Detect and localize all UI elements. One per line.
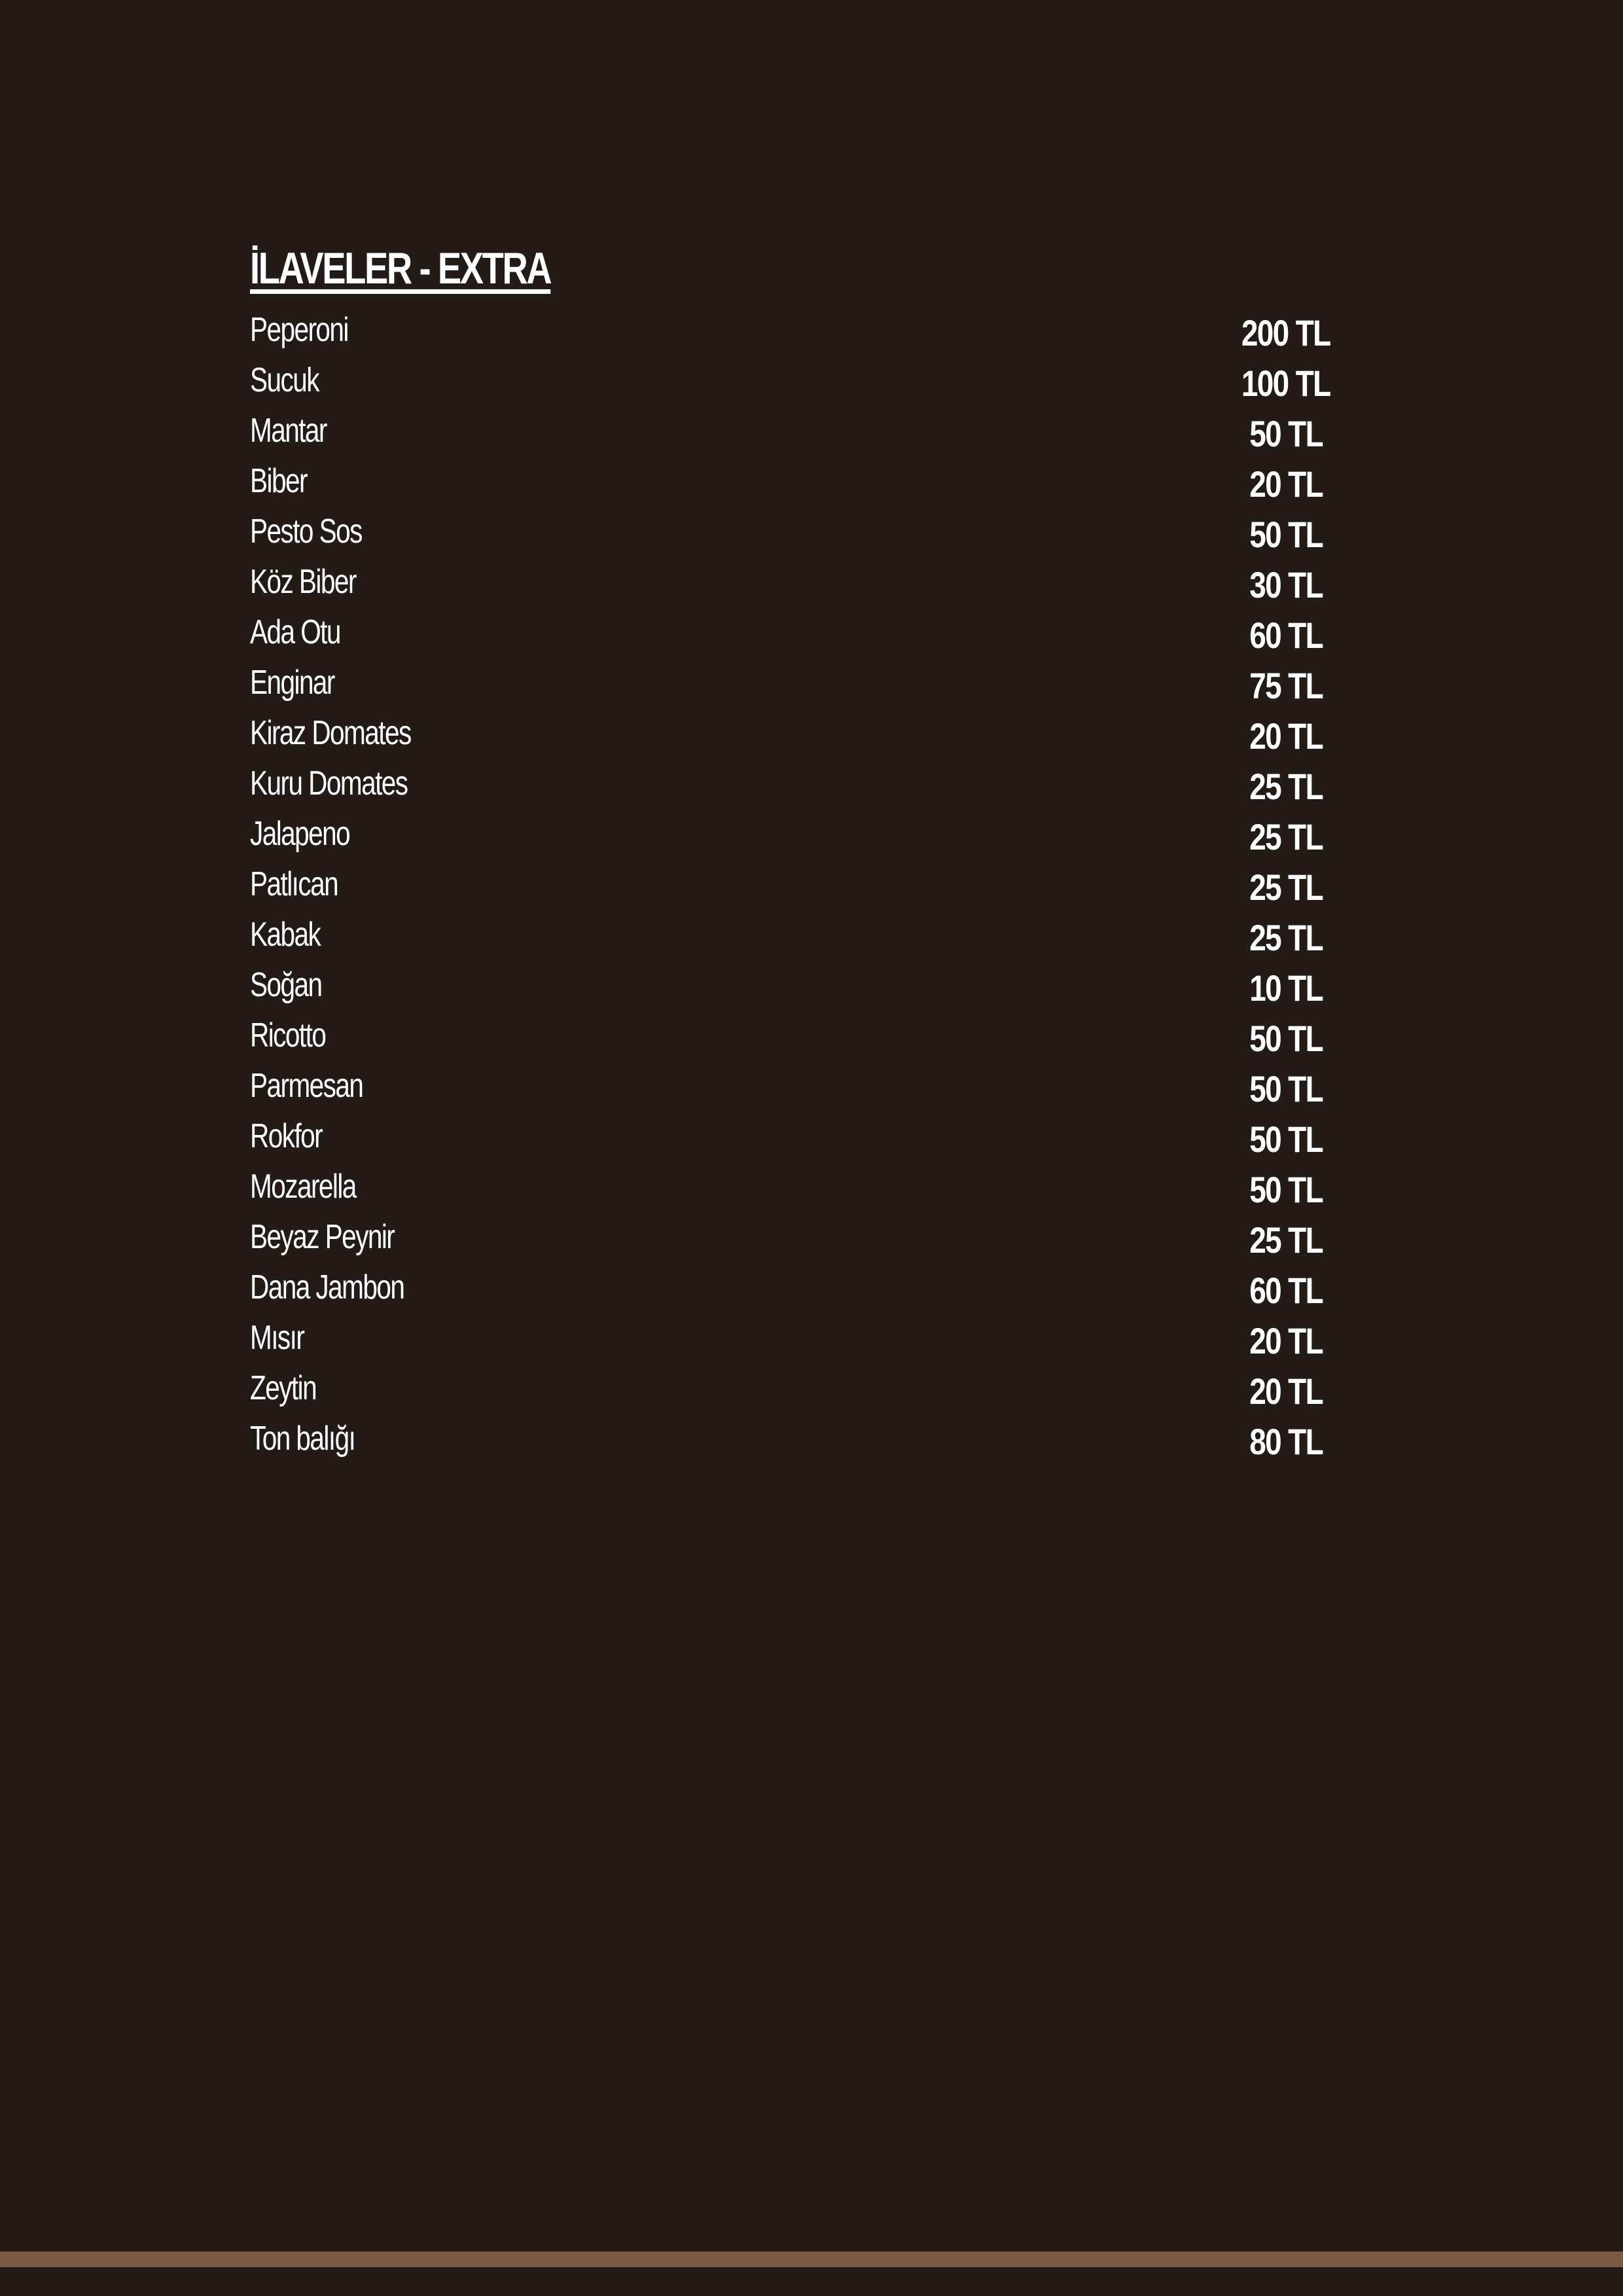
menu-item-price-text: 50 TL	[1249, 1018, 1323, 1059]
menu-item-row	[250, 305, 1376, 355]
menu-item-name: Jalapeno	[250, 815, 350, 853]
menu-item-price-text: 80 TL	[1249, 1421, 1323, 1462]
extras-menu	[250, 241, 1376, 1464]
menu-item-row	[250, 406, 1376, 456]
menu-item-row	[250, 658, 1376, 708]
menu-item-name: Ricotto	[250, 1016, 326, 1054]
menu-item-price-text: 60 TL	[1249, 1270, 1323, 1311]
menu-item-price-text: 60 TL	[1249, 615, 1323, 656]
menu-item-row	[250, 1414, 1376, 1464]
menu-item-price-text: 50 TL	[1249, 514, 1323, 555]
menu-item-row	[250, 960, 1376, 1011]
menu-item-price-text: 20 TL	[1249, 1371, 1323, 1412]
menu-item-row	[250, 910, 1376, 960]
menu-item-row	[250, 557, 1376, 607]
menu-item-price-text: 75 TL	[1249, 665, 1323, 706]
menu-item-name: Rokfor	[250, 1117, 323, 1155]
menu-item-price-text: 25 TL	[1249, 1219, 1323, 1261]
menu-item-name: Kabak	[250, 916, 321, 954]
menu-item-row	[250, 507, 1376, 557]
menu-item-name: Kiraz Domates	[250, 714, 411, 752]
menu-item-row	[250, 759, 1376, 809]
menu-item-name: Köz Biber	[250, 563, 356, 601]
menu-item-price-text: 50 TL	[1249, 1119, 1323, 1160]
menu-item-row	[250, 1162, 1376, 1212]
menu-title: İLAVELER - EXTRA	[250, 243, 551, 293]
menu-item-price-text: 200 TL	[1241, 312, 1330, 353]
menu-item-name: Mantar	[250, 412, 327, 450]
menu-item-price-text: 50 TL	[1249, 1169, 1323, 1210]
menu-item-row	[250, 1212, 1376, 1263]
menu-items-list	[250, 305, 1376, 1464]
menu-item-name: Patlıcan	[250, 865, 338, 903]
menu-item-price-text: 25 TL	[1249, 917, 1323, 958]
menu-item-name: Biber	[250, 462, 307, 500]
menu-item-price-text: 10 TL	[1249, 967, 1323, 1009]
menu-item-price-text: 50 TL	[1249, 413, 1323, 454]
bottom-accent-band	[0, 2251, 1623, 2267]
menu-item-name: Peperoni	[250, 311, 348, 349]
menu-item-row	[250, 1011, 1376, 1061]
menu-item-row	[250, 1111, 1376, 1162]
menu-item-name: Sucuk	[250, 361, 319, 399]
menu-item-price-text: 25 TL	[1249, 816, 1323, 857]
menu-item-price-text: 50 TL	[1249, 1068, 1323, 1109]
menu-item-name: Kuru Domates	[250, 764, 408, 802]
menu-item-row	[250, 859, 1376, 910]
menu-item-name: Mozarella	[250, 1168, 356, 1206]
menu-item-name: Soğan	[250, 966, 322, 1004]
menu-item-price-text: 25 TL	[1249, 766, 1323, 807]
menu-item-row	[250, 1061, 1376, 1111]
menu-item-row	[250, 1263, 1376, 1313]
menu-item-row	[250, 809, 1376, 859]
menu-item-row	[250, 708, 1376, 759]
menu-item-price-text: 20 TL	[1249, 715, 1323, 757]
menu-item-price-text: 20 TL	[1249, 463, 1323, 505]
menu-item-row	[250, 1363, 1376, 1414]
menu-item-name: Ada Otu	[250, 613, 340, 651]
menu-item-name: Pesto Sos	[250, 512, 362, 550]
menu-item-row	[250, 607, 1376, 658]
menu-item-name: Parmesan	[250, 1067, 363, 1105]
menu-item-name: Enginar	[250, 664, 334, 702]
menu-item-row	[250, 456, 1376, 507]
menu-item-name: Beyaz Peynir	[250, 1218, 395, 1256]
menu-item-name: Zeytin	[250, 1369, 317, 1407]
menu-item-name: Ton balığı	[250, 1420, 355, 1458]
menu-item-name: Dana Jambon	[250, 1268, 404, 1306]
menu-item-price-text: 30 TL	[1249, 564, 1323, 605]
menu-item-row	[250, 1313, 1376, 1363]
menu-item-price-text: 100 TL	[1241, 363, 1330, 404]
menu-item-name: Mısır	[250, 1319, 304, 1357]
menu-item-price-text: 20 TL	[1249, 1320, 1323, 1361]
menu-item-price-text: 25 TL	[1249, 867, 1323, 908]
menu-item-row	[250, 355, 1376, 406]
